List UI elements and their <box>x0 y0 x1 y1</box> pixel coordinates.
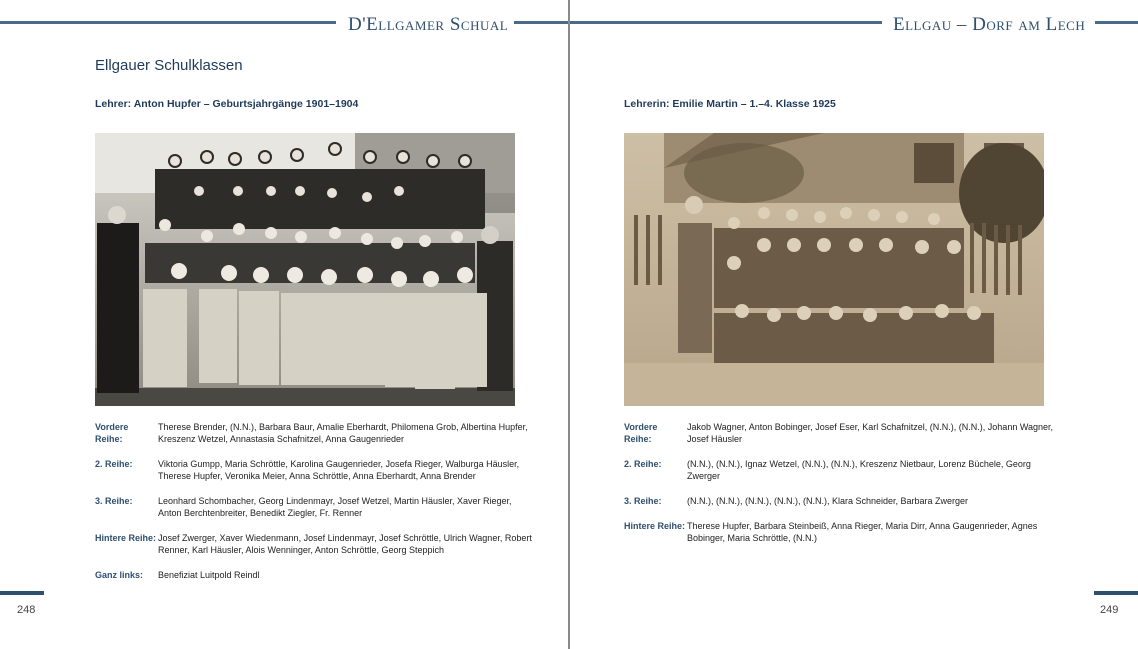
photo-subheading-left: Lehrer: Anton Hupfer – Geburtsjahrgänge 1901–1904 <box>95 98 359 110</box>
caption-row <box>95 569 535 581</box>
row-names: Therese Hupfer, Barbara Steinbeiß, Anna Rieger, Maria Dirr, Anna Gaugenrieder, Agnes Bobinger, Maria Schröttle, (N.N.) <box>687 521 1038 543</box>
row-names: (N.N.), (N.N.), (N.N.), (N.N.), (N.N.), Klara Schneider, Barbara Zwerger <box>687 496 969 506</box>
class-photo-1925 <box>624 133 1044 406</box>
header-rule-left <box>0 21 336 24</box>
row-names: (N.N.), (N.N.), Ignaz Wetzel, (N.N.), (N.N.), Kreszenz Nietbaur, Lorenz Büchele, Georg Zwerger <box>687 459 1031 481</box>
left-page <box>0 0 568 649</box>
caption-row <box>624 458 1064 482</box>
page-number-right: 249 <box>1100 604 1119 616</box>
row-label: Vordere Reihe: <box>95 422 129 444</box>
row-label: Hintere Reihe: <box>624 521 686 531</box>
caption-list-left <box>95 421 535 594</box>
right-page <box>570 0 1138 649</box>
caption-row <box>95 495 535 519</box>
caption-row <box>95 532 535 556</box>
page-title: Ellgauer Schulklassen <box>95 57 243 74</box>
class-photo-1901-1904 <box>95 133 515 406</box>
photo-subheading-right: Lehrerin: Emilie Martin – 1.–4. Klasse 1925 <box>624 98 836 110</box>
page-corner-mark-left <box>0 591 44 595</box>
row-label: 2. Reihe: <box>95 459 133 469</box>
header-rule-right-end <box>1095 21 1138 24</box>
header-rule-left-end <box>514 21 568 24</box>
page-corner-mark-right <box>1094 591 1138 595</box>
caption-row <box>624 495 1064 507</box>
row-names: Jakob Wagner, Anton Bobinger, Josef Eser, Karl Schafnitzel, (N.N.), (N.N.), Johann Wagner, Josef Häusler <box>687 422 1054 444</box>
row-names: Viktoria Gumpp, Maria Schröttle, Karolina Gaugenrieder, Josefa Rieger, Walburga Häusler, Therese Hupfer, Veronika Meier, Anna Schröttle, Anna Eberhardt, Anna Brender <box>158 459 520 481</box>
row-names: Josef Zwerger, Xaver Wiedenmann, Josef Lindenmayr, Josef Schröttle, Ulrich Wagner, Robert Renner, Karl Häusler, Alois Wenninger, Anton Schröttle, Georg Steppich <box>158 533 532 555</box>
row-label: 3. Reihe: <box>624 496 662 506</box>
row-label: Vordere Reihe: <box>624 422 658 444</box>
page-number-left: 248 <box>17 604 36 616</box>
caption-list-right <box>624 421 1064 557</box>
caption-row <box>95 458 535 482</box>
row-label: 2. Reihe: <box>624 459 662 469</box>
row-names: Therese Brender, (N.N.), Barbara Baur, Amalie Eberhardt, Philomena Grob, Albertina Hupfer, Kreszenz Wetzel, Annastasia Schafnitzel, Anna Gaugenrieder <box>158 422 528 444</box>
row-names: Leonhard Schombacher, Georg Lindenmayr, Josef Wetzel, Martin Häusler, Xaver Rieger, Anton Berchtenbreiter, Benedikt Ziegler, Fr. Renner <box>158 496 512 518</box>
header-rule-right <box>570 21 882 24</box>
caption-row <box>95 421 535 445</box>
caption-row <box>624 421 1064 445</box>
row-label: 3. Reihe: <box>95 496 133 506</box>
page-header-right: Ellgau – Dorf am Lech <box>893 14 1086 35</box>
page-header-left: D'Ellgamer Schual <box>348 14 509 35</box>
row-names: Benefiziat Luitpold Reindl <box>158 570 260 580</box>
row-label: Hintere Reihe: <box>95 533 157 543</box>
caption-row <box>624 520 1064 544</box>
row-label: Ganz links: <box>95 570 144 580</box>
